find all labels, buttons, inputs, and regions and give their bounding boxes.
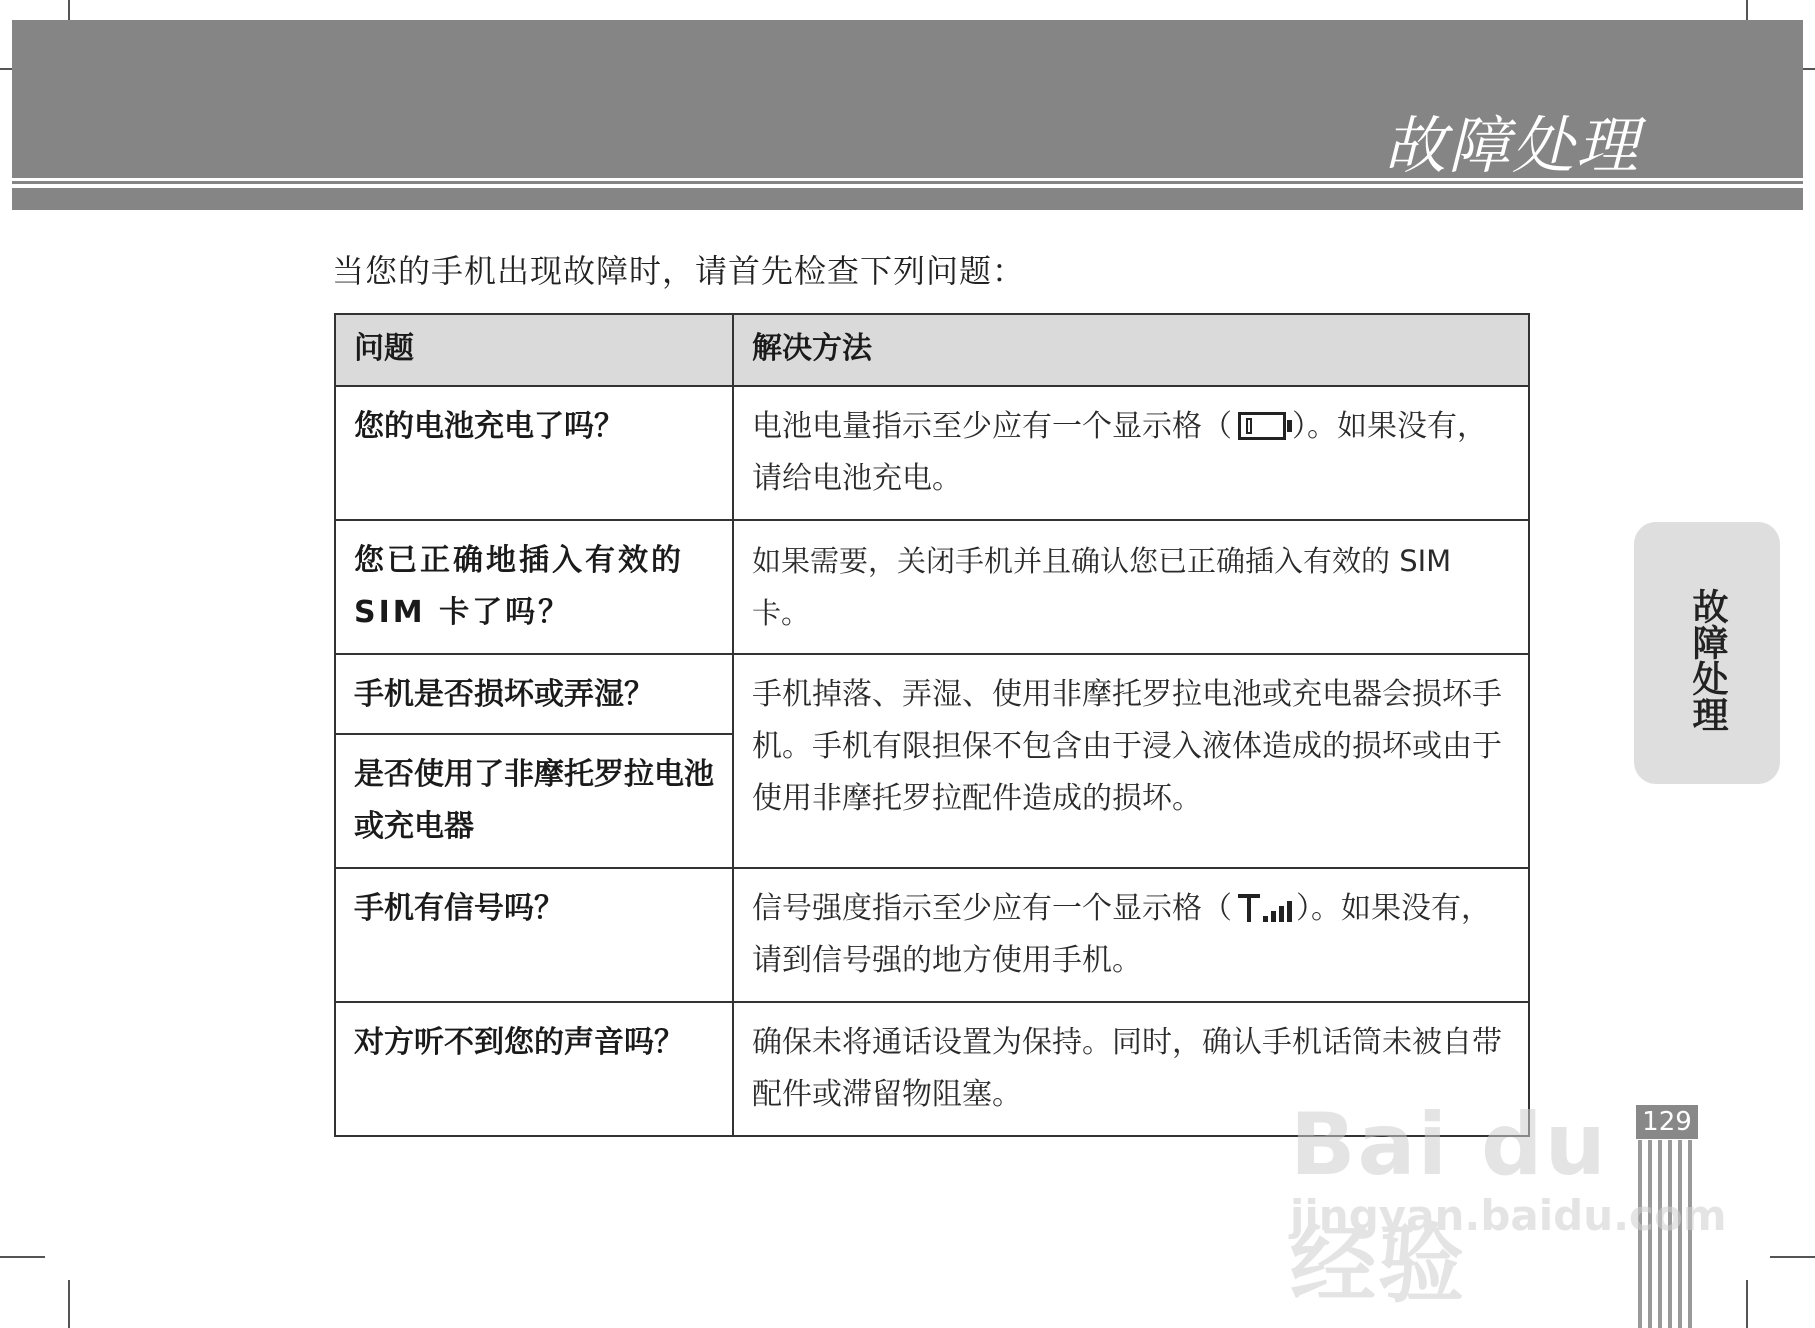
solution-text: 信号强度指示至少应有一个显示格（ xyxy=(752,891,1232,926)
problem-cell: 手机是否损坏或弄湿？ xyxy=(335,654,733,734)
solution-cell xyxy=(733,868,1529,1002)
table-header-row xyxy=(335,314,1529,386)
crop-mark xyxy=(68,1280,70,1328)
table-row xyxy=(335,520,1529,654)
solution-cell: 如果需要，关闭手机并且确认您已正确插入有效的 SIM 卡。 xyxy=(733,520,1529,654)
crop-mark xyxy=(1746,0,1748,20)
battery-icon xyxy=(1238,412,1286,440)
header-bar xyxy=(12,188,1803,210)
crop-mark xyxy=(1746,1280,1748,1328)
column-header-solution: 解决方法 xyxy=(733,314,1529,386)
crop-mark xyxy=(1803,68,1815,70)
solution-cell xyxy=(733,386,1529,520)
problem-cell: 您的电池充电了吗？ xyxy=(335,386,733,520)
crop-mark xyxy=(68,0,70,20)
problem-cell: 是否使用了非摩托罗拉电池或充电器 xyxy=(335,734,733,868)
table-row xyxy=(335,868,1529,1002)
table-row xyxy=(335,654,1529,734)
column-header-problem: 问题 xyxy=(335,314,733,386)
intro-text: 当您的手机出现故障时，请首先检查下列问题： xyxy=(332,252,1026,290)
crop-mark xyxy=(0,68,12,70)
table-row xyxy=(335,386,1529,520)
solution-text: ）。如果没有，请到信号强的地方使用手机。 xyxy=(752,891,1491,978)
solution-text: ）。如果没有，请给电池充电。 xyxy=(752,409,1487,496)
problem-cell: 您已正确地插入有效的 SIM 卡了吗？ xyxy=(335,520,733,654)
chapter-side-tab xyxy=(1634,522,1780,784)
solution-cell: 手机掉落、弄湿、使用非摩托罗拉电池或充电器会损坏手机。手机有限担保不包含由于浸入液体造成的损坏或由于使用非摩托罗拉配件造成的损坏。 xyxy=(733,654,1529,868)
problem-cell: 对方听不到您的声音吗？ xyxy=(335,1002,733,1136)
page-number: 129 xyxy=(1636,1105,1698,1139)
solution-text: 电池电量指示至少应有一个显示格（ xyxy=(752,409,1232,444)
crop-mark xyxy=(1770,1256,1815,1258)
troubleshooting-table xyxy=(334,313,1530,1137)
solution-cell: 确保未将通话设置为保持。同时，确认手机话筒未被自带配件或滞留物阻塞。 xyxy=(733,1002,1529,1136)
baidu-watermark xyxy=(1290,1095,1727,1315)
page-title: 故障处理 xyxy=(1383,109,1640,182)
problem-cell: 手机有信号吗？ xyxy=(335,868,733,1002)
watermark-logo-text: Bai du 经验 xyxy=(1290,1095,1608,1315)
crop-mark xyxy=(0,1256,45,1258)
chapter-side-tab-label: 故障处理 xyxy=(1687,588,1728,732)
signal-icon xyxy=(1236,892,1292,924)
watermark-url: jingyan.baidu.com xyxy=(1290,1191,1727,1240)
